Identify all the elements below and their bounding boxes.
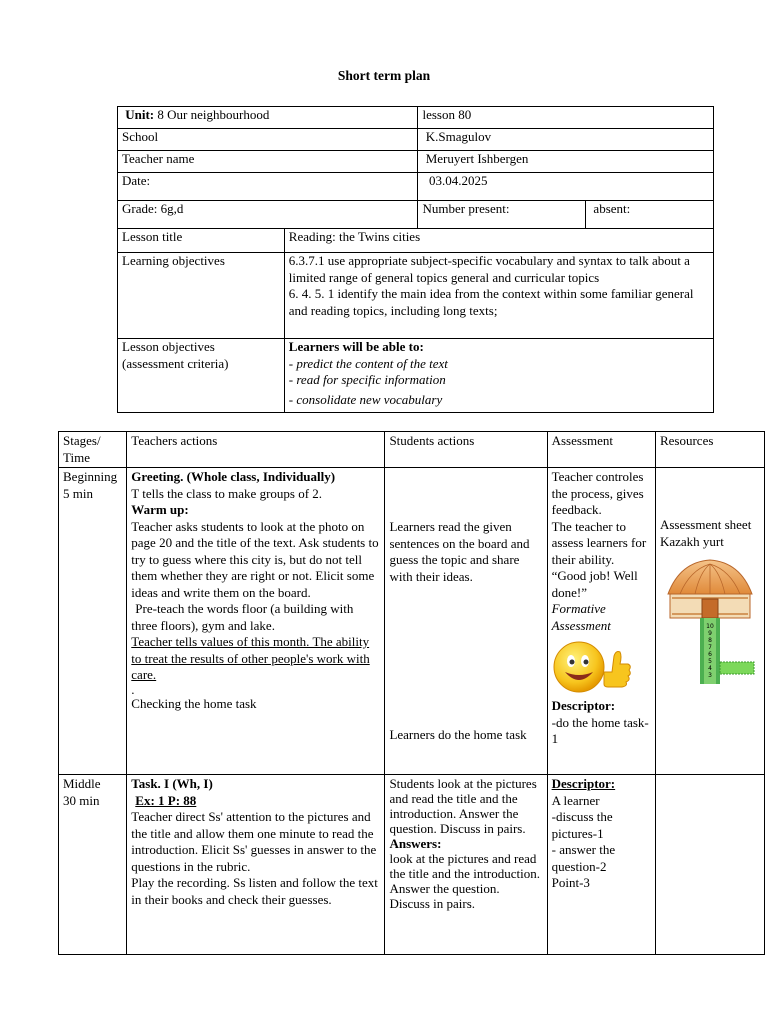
svg-text:8: 8 (708, 637, 712, 644)
assessment-middle: Descriptor: A learner -discuss the pictures-1 - answer the question-2 Point-3 (547, 775, 655, 955)
svg-text:9: 9 (708, 630, 712, 637)
smiley-thumbs-up-image (552, 640, 632, 694)
stage-beginning: Beginning 5 min (59, 468, 127, 775)
column-header-students: Students actions (385, 432, 547, 468)
svg-text:6: 6 (708, 651, 712, 658)
teachers-actions-beginning: Greeting. (Whole class, Individually) T tells the class to make groups of 2. Warm up: Teacher asks students to look at the photo on page 20 and the title of the text. Ask students to try to guess where this city is, but do not tell them whether they are right or not. Elicit some ideas and write them on the board. Pre-teach the words floor (a building with three floors), gym and lake. Teacher tells values of this month. The ability to treat the results of other people's work with care. . Checking the home task (127, 468, 385, 775)
students-actions-beginning: Learners read the given sentences on the board and guess the topic and share with their ideas. Learners do the home task (385, 468, 547, 775)
unit-cell: Unit: 8 Our neighbourhood (118, 107, 418, 129)
svg-text:3: 3 (708, 672, 712, 679)
lesson-objectives-label: Lesson objectives (assessment criteria) (118, 339, 285, 413)
teachers-actions-middle: Task. I (Wh, I) Ex: 1 P: 88 Teacher direct Ss' attention to the pictures and the title and allow them one minute to read the introduction. Elicit Ss' guesses in answer to the questions in the rubric. Play the recording. Ss listen and follow the text in their books and check their guesses. (127, 775, 385, 955)
resources-beginning: Assessment sheet Kazakh yurt 10 9 8 7 6 5 4 3 (655, 468, 764, 775)
page-title: Short term plan (337, 68, 431, 83)
lesson-objectives-value: Learners will be able to: - predict the content of the text - read for specific information - consolidate new vocabulary (284, 339, 713, 413)
svg-text:7: 7 (708, 644, 712, 651)
learning-objectives-value: 6.3.7.1 use appropriate subject-specific vocabulary and syntax to talk about a limited range of general topics general and curricular topics 6. 4. 5. 1 identify the main idea from the context within some familiar general and reading topics, including long texts; (284, 253, 713, 339)
students-actions-middle: Students look at the pictures and read the title and the introduction. Answer the question. Discuss in pairs. Answers: look at the pictures and read the title and the introduction. Answer the question. Discuss in pairs. (385, 775, 547, 955)
column-header-assessment: Assessment (547, 432, 655, 468)
absent: absent: (586, 201, 714, 229)
lesson-title-label: Lesson title (118, 229, 285, 253)
school-value: K.Smagulov (418, 129, 714, 151)
svg-text:4: 4 (708, 665, 712, 672)
teacher-value: Meruyert Ishbergen (418, 151, 714, 173)
date-label: Date: (118, 173, 418, 201)
lesson-number: lesson 80 (418, 107, 714, 129)
column-header-teachers: Teachers actions (127, 432, 385, 468)
yurt-image (660, 554, 760, 684)
stage-middle: Middle 30 min (59, 775, 127, 955)
school-label: School (118, 129, 418, 151)
grade-cell: Grade: 6g,d (118, 201, 418, 229)
learning-objectives-label: Learning objectives (118, 253, 285, 339)
lesson-plan-table (58, 431, 765, 955)
assessment-beginning: Teacher controles the process, gives feedback. The teacher to assess learners for their ability. “Good job! Well done!” Formative Assessment Descriptor: -do the home task-1 (547, 468, 655, 775)
column-header-resources: Resources (655, 432, 764, 468)
svg-text:10: 10 (706, 623, 714, 630)
resources-middle (655, 775, 764, 955)
column-header-stages: Stages/ Time (59, 432, 127, 468)
number-present: Number present: (418, 201, 586, 229)
svg-text:5: 5 (708, 658, 712, 665)
lesson-info-table (117, 106, 714, 413)
date-value: 03.04.2025 (418, 173, 714, 201)
teacher-label: Teacher name (118, 151, 418, 173)
lesson-title-value: Reading: the Twins cities (284, 229, 713, 253)
